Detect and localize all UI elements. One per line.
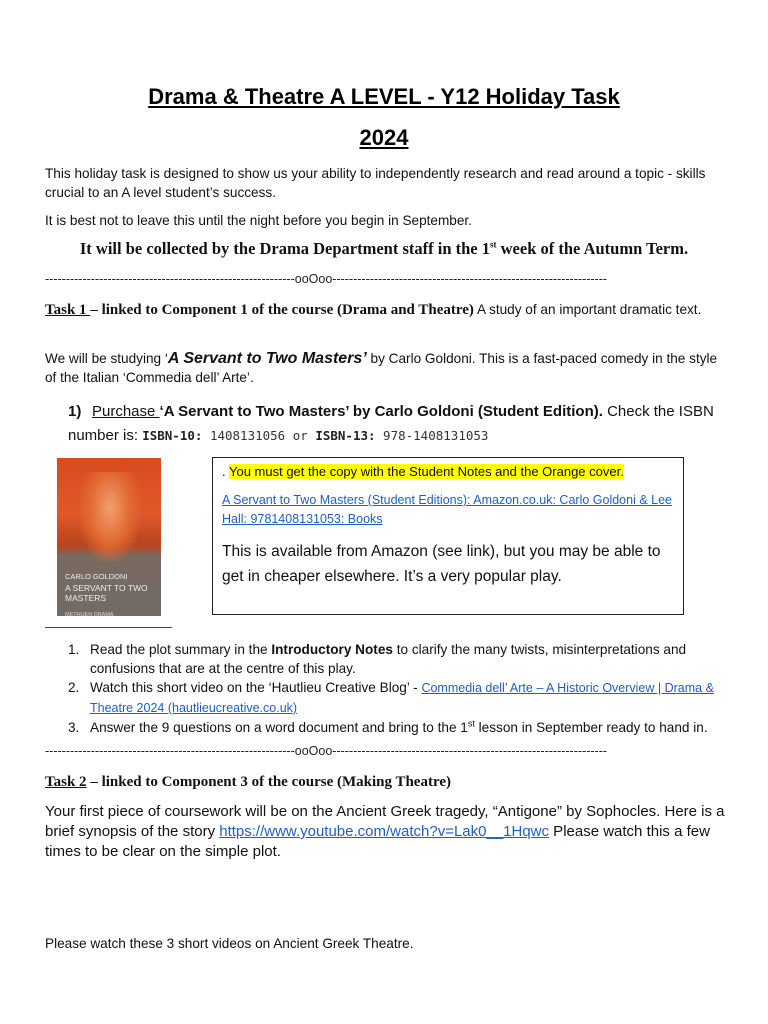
step-text: Watch this short video on the ‘Hautlieu Creative Blog’ - [90, 680, 422, 695]
cover-author: CARLO GOLDONI [65, 572, 128, 581]
coursework-paragraph [45, 802, 735, 862]
cover-underline [45, 627, 172, 628]
intro-paragraph: This holiday task is designed to show us your ability to independently research and read around a topic - skills crucial to an A level student’s success. [45, 166, 706, 200]
step-text-end: lesson in September ready to hand in. [474, 720, 708, 735]
best-note-paragraph: It is best not to leave this until the night before you begin in September. [45, 213, 472, 228]
collection-text-end: week of the Autumn Term. [496, 239, 689, 258]
videos-note: Please watch these 3 short videos on Ancient Greek Theatre. [45, 936, 414, 951]
isbn13-label: ISBN-13: [315, 428, 376, 443]
isbn13-value: 978-1408131053 [375, 428, 489, 443]
orange-cover-notice: You must get the copy with the Student Notes and the Orange cover. [229, 464, 624, 479]
step-number: 2. [68, 680, 80, 695]
task1-heading [45, 300, 735, 320]
page-title: Drama & Theatre A LEVEL - Y12 Holiday Task [148, 84, 620, 109]
isbn10-value: 1408131056 or [202, 428, 316, 443]
commedia-video-link[interactable]: Commedia dell’ Arte – A Historic Overview | Drama & Theatre 2024 (hautlieucreative.co.uk) [90, 681, 714, 715]
step-text: Read the plot summary in the [90, 642, 272, 657]
study-text: We will be studying ‘ [45, 351, 168, 366]
collection-notice [0, 239, 768, 259]
book-title: ‘A Servant to Two Masters’ by Carlo Goldoni (Student Edition). [159, 403, 603, 420]
study-paragraph [45, 349, 725, 387]
task2-label: Task 2 [45, 774, 87, 790]
isbn10-label: ISBN-10: [142, 428, 203, 443]
section-divider: ------------------------------------------------------------ooOoo------------------------------------------------------------------ [45, 272, 608, 286]
isbn-values [142, 428, 488, 443]
cover-figure [79, 472, 141, 562]
task1-label: Task 1 [45, 302, 91, 318]
task1-description: A study of an important dramatic text. [473, 302, 702, 317]
cover-series: METHUEN DRAMA [65, 612, 114, 616]
collection-text: It will be collected by the Drama Department staff in the 1 [79, 239, 491, 258]
amazon-link[interactable]: A Servant to Two Masters (Student Editions): Amazon.co.uk: Carlo Goldoni & Lee Hall: 9781408131053: Books [222, 493, 672, 526]
list-item [68, 678, 728, 718]
cover-title: A SERVANT TO TWO MASTERS [65, 583, 148, 603]
step-number: 3. [68, 720, 80, 735]
purchase-label: Purchase [92, 403, 160, 420]
introductory-notes: Introductory Notes [271, 642, 393, 657]
cover-text [65, 572, 155, 616]
purchase-item [68, 400, 728, 448]
task1-steps-list [68, 640, 728, 737]
bullet-dot: . [222, 464, 229, 479]
list-item [68, 640, 728, 678]
isbn-intro: Check the ISBN number is: [68, 403, 714, 444]
task2-component: – linked to Component 3 of the course (Making Theatre) [86, 774, 452, 790]
highlight-line [222, 464, 624, 479]
step-sup: st [467, 718, 475, 729]
task2-heading [45, 772, 735, 792]
purchase-info-box [212, 457, 684, 615]
collection-sup: st [490, 239, 497, 250]
youtube-link[interactable]: https://www.youtube.com/watch?v=Lak0__1Hqwc [219, 823, 550, 840]
step-text-end: to clarify the many twists, misinterpretations and confusions that are at the centre of this play. [90, 642, 687, 676]
book-cover-image [57, 458, 161, 616]
study-text-end: by Carlo Goldoni. This is a fast-paced comedy in the style of the Italian ‘Commedia dell’ Arte’. [45, 351, 718, 385]
coursework-text-end: Please watch this a few times to be clear on the simple plot. [45, 823, 710, 860]
coursework-text: Your first piece of coursework will be on the Ancient Greek tragedy, “Antigone” by Sophocles. Here is a brief synopsis of the story [45, 803, 725, 840]
section-divider: ------------------------------------------------------------ooOoo------------------------------------------------------------------ [45, 744, 608, 758]
page-title-year: 2024 [359, 125, 409, 150]
task1-component: – linked to Component 1 of the course (Drama and Theatre) [90, 302, 474, 318]
step-number: 1. [68, 642, 80, 657]
list-item [68, 718, 728, 737]
purchase-number: 1) [68, 403, 82, 420]
play-title: A Servant to Two Masters’ [167, 350, 367, 367]
step-text: Answer the 9 questions on a word document and bring to the 1 [90, 720, 468, 735]
availability-text: This is available from Amazon (see link), but you may be able to get in cheaper elsewhere. It’s a very popular play. [222, 543, 661, 585]
